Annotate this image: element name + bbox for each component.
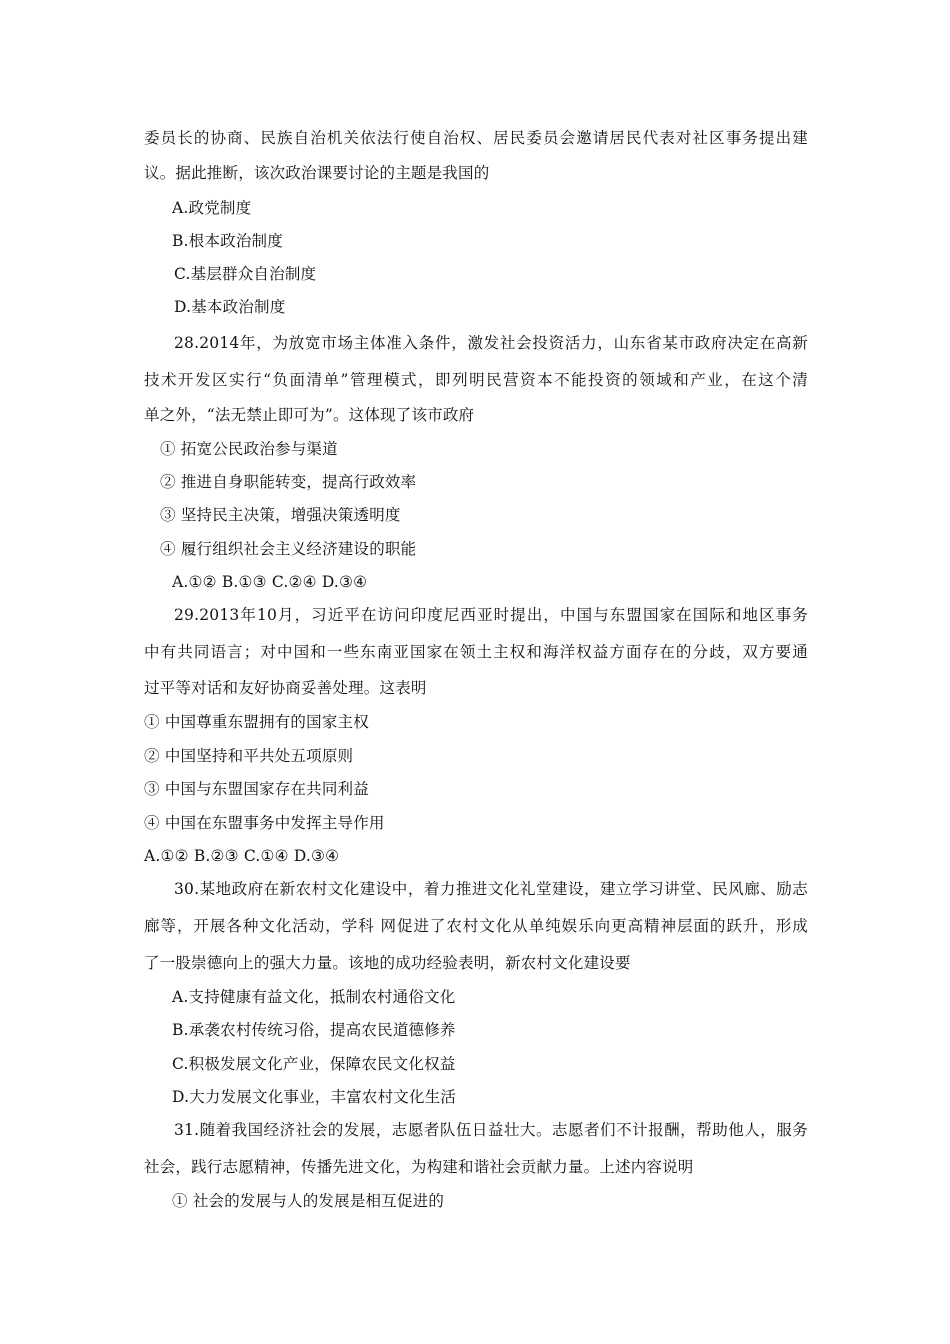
question-31-line: 31.随着我国经济社会的发展，志愿者队伍日益壮大。志愿者们不计报酬，帮助他人，服务 [174,1121,808,1139]
statement-2: ② 推进自身职能转变，提高行政效率 [160,473,417,491]
statement-2: ② 中国坚持和平共处五项原则 [144,747,354,765]
option-b: B.根本政治制度 [172,232,283,250]
option-c: C.积极发展文化产业，保障农民文化权益 [172,1055,456,1073]
statement-1: ① 社会的发展与人的发展是相互促进的 [172,1192,445,1210]
option-a: A.支持健康有益文化，抵制农村通俗文化 [172,988,456,1006]
text-line: 议。据此推断，该次政治课要讨论的主题是我国的 [144,164,490,182]
question-29-line: 过平等对话和友好协商妥善处理。这表明 [144,679,427,697]
question-31-line: 社会，践行志愿精神，传播先进文化，为构建和谐社会贡献力量。上述内容说明 [144,1158,694,1176]
statement-3: ③ 坚持民主决策，增强决策透明度 [160,506,401,524]
question-28-line: 28.2014年，为放宽市场主体准入条件，激发社会投资活力，山东省某市政府决定在高新 [174,334,808,352]
question-28-line: 技术开发区实行“负面清单”管理模式，即列明民营资本不能投资的领域和产业，在这个清 [144,371,808,389]
question-29-line: 中有共同语言；对中国和一些东南亚国家在领土主权和海洋权益方面存在的分歧，双方要通 [144,643,808,661]
statement-4: ④ 履行组织社会主义经济建设的职能 [160,540,417,558]
option-a: A.政党制度 [172,199,252,217]
question-28-line: 单之外，“法无禁止即可为”。这体现了该市政府 [144,406,475,424]
question-30-line: 廊等，开展各种文化活动，学科 网促进了农村文化从单纯娱乐向更高精神层面的跃升，形成 [144,917,808,935]
option-b: B.承袭农村传统习俗，提高农民道德修养 [172,1021,456,1039]
question-30-line: 30.某地政府在新农村文化建设中，着力推进文化礼堂建设，建立学习讲堂、民风廊、励志 [174,880,808,898]
option-d: D.大力发展文化事业，丰富农村文化生活 [172,1088,457,1106]
statement-4: ④ 中国在东盟事务中发挥主导作用 [144,814,385,832]
question-30-line: 了一股崇德向上的强大力量。该地的成功经验表明，新农村文化建设要 [144,954,631,972]
statement-3: ③ 中国与东盟国家存在共同利益 [144,780,369,798]
option-d: D.基本政治制度 [174,298,286,316]
text-line: 委员长的协商、民族自治机关依法行使自治权、居民委员会邀请居民代表对社区事务提出建 [144,129,808,147]
option-c: C.基层群众自治制度 [174,265,317,283]
answer-options: A.①② B.②③ C.①④ D.③④ [144,847,340,865]
statement-1: ① 拓宽公民政治参与渠道 [160,440,338,458]
answer-options: A.①② B.①③ C.②④ D.③④ [172,573,368,591]
question-29-line: 29.2013年10月，习近平在访问印度尼西亚时提出，中国与东盟国家在国际和地区事务 [174,606,808,624]
statement-1: ① 中国尊重东盟拥有的国家主权 [144,713,369,731]
